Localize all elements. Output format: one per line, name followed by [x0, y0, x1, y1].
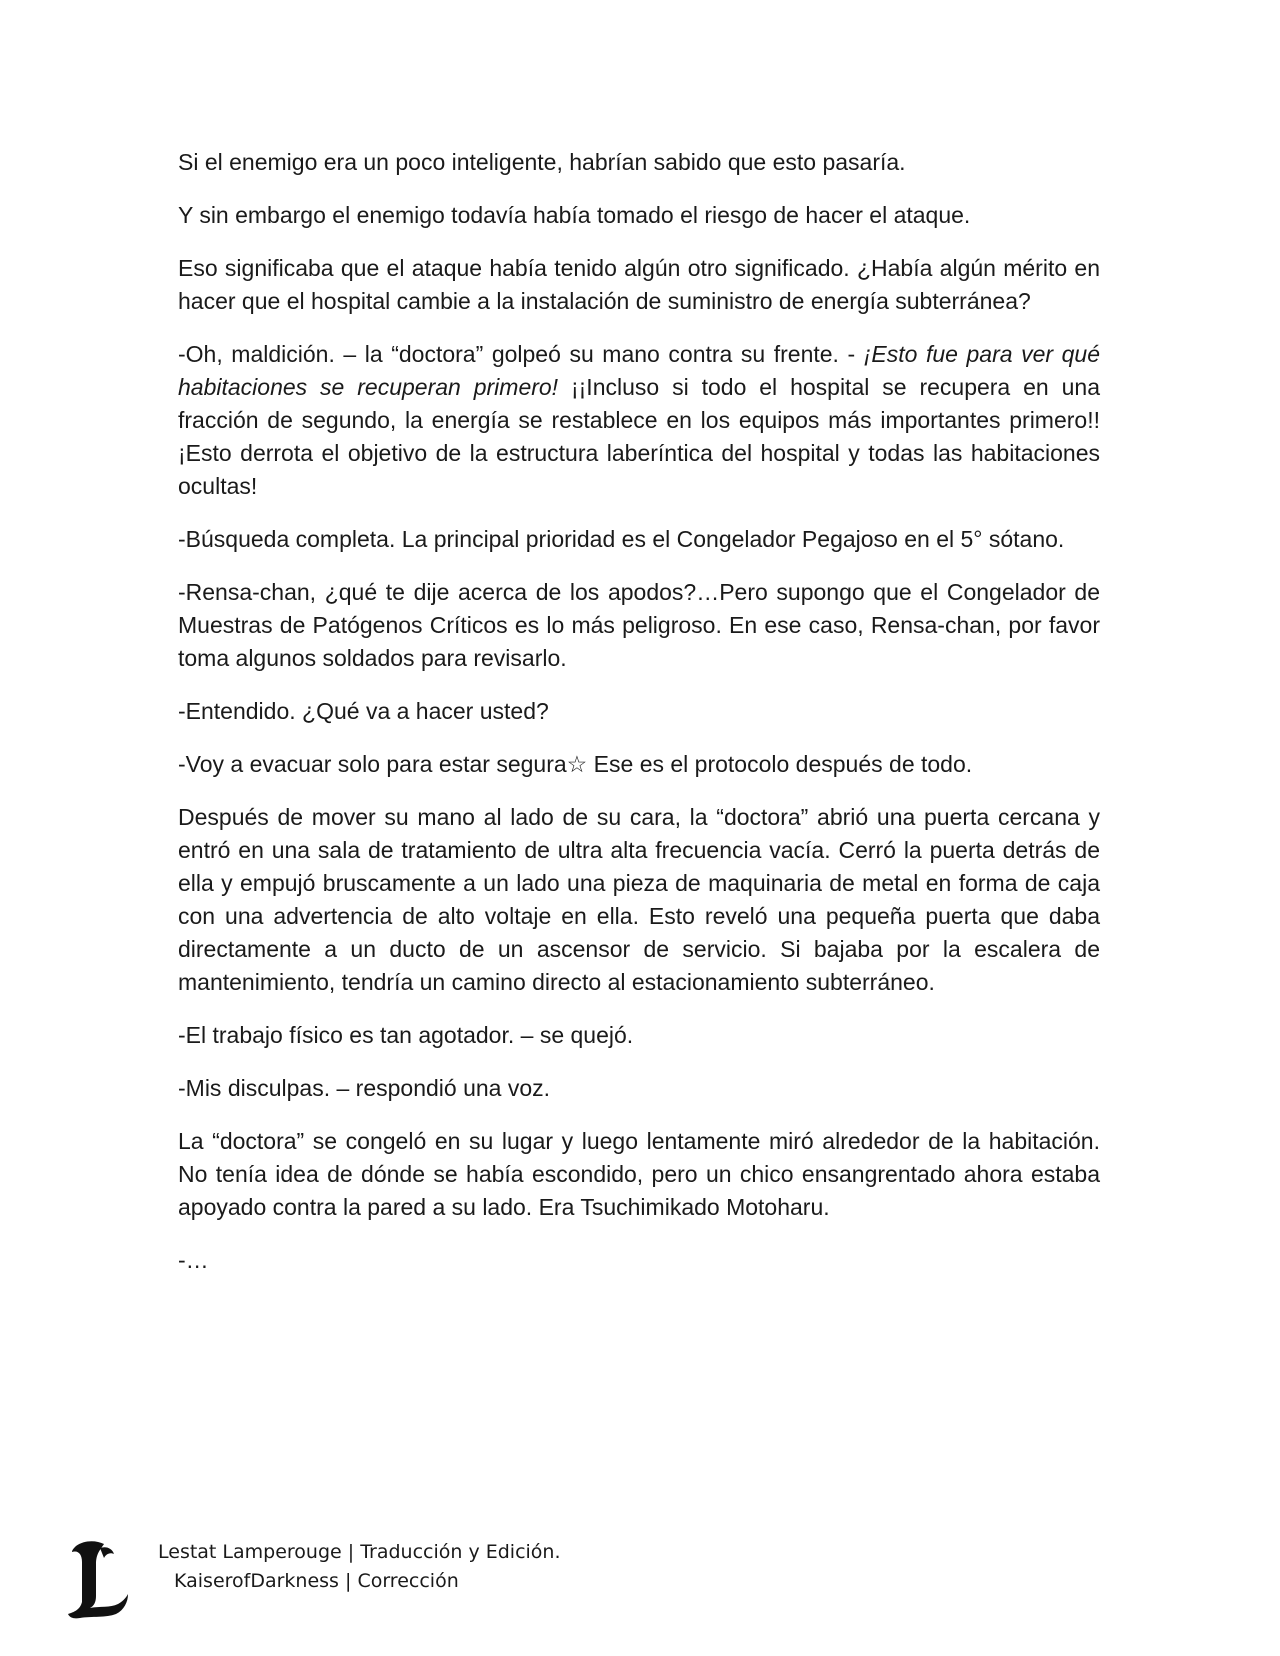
paragraph-9 — [178, 801, 1100, 999]
paragraph-italic-text: ¡Esto fue para ver qué habitaciones se recuperan primero! — [178, 341, 1100, 400]
paragraph-text: -Búsqueda completa. La principal prioridad es el Congelador Pegajoso en el 5° sótano. — [178, 526, 1065, 552]
paragraph-text: Y sin embargo el enemigo todavía había tomado el riesgo de hacer el ataque. — [178, 202, 971, 228]
paragraph-text: ¡¡Incluso si todo el hospital se recupera en una fracción de segundo, la energía se restablece en los equipos más importantes primero!! ¡Esto derrota el objetivo de la estructura laberíntica del hospital y todas las habitaciones ocultas! — [178, 374, 1100, 499]
paragraph-5 — [178, 523, 1100, 556]
paragraph-13 — [178, 1244, 1100, 1277]
document-body — [178, 146, 1100, 1277]
page-footer — [66, 1538, 666, 1638]
paragraph-1 — [178, 146, 1100, 179]
paragraph-7 — [178, 695, 1100, 728]
paragraph-text: -Rensa-chan, ¿qué te dije acerca de los apodos?…Pero supongo que el Congelador de Muestras de Patógenos Críticos es lo más peligroso. En ese caso, Rensa-chan, por favor toma algunos soldados para revisarlo. — [178, 579, 1100, 671]
paragraph-8 — [178, 748, 1100, 781]
paragraph-text: -Entendido. ¿Qué va a hacer usted? — [178, 698, 549, 724]
paragraph-3 — [178, 252, 1100, 318]
paragraph-text: Después de mover su mano al lado de su cara, la “doctora” abrió una puerta cercana y entró en una sala de tratamiento de ultra alta frecuencia vacía. Cerró la puerta detrás de ella y empujó bruscamente a un lado una pieza de maquinaria de metal en forma de caja con una advertencia de alto voltaje en ella. Esto reveló una pequeña puerta que daba directamente a un ducto de un ascensor de servicio. Si bajaba por la escalera de mantenimiento, tendría un camino directo al estacionamiento subterráneo. — [178, 804, 1100, 995]
paragraph-text: -Mis disculpas. – respondió una voz. — [178, 1075, 551, 1101]
paragraph-text: -Oh, maldición. – la “doctora” golpeó su mano contra su frente. - — [178, 341, 864, 367]
paragraph-text: Si el enemigo era un poco inteligente, habrían sabido que esto pasaría. — [178, 149, 906, 175]
paragraph-12 — [178, 1125, 1100, 1224]
footer-credit-correction: KaiserofDarkness | Corrección — [174, 1570, 459, 1592]
paragraph-6 — [178, 576, 1100, 675]
paragraph-10 — [178, 1019, 1100, 1052]
paragraph-2 — [178, 199, 1100, 232]
paragraph-text: La “doctora” se congeló en su lugar y luego lentamente miró alrededor de la habitación. No tenía idea de dónde se había escondido, pero un chico ensangrentado ahora estaba apoyado contra la pared a su lado. Era Tsuchimikado Motoharu. — [178, 1128, 1100, 1220]
gothic-letter-L-icon — [66, 1538, 130, 1620]
paragraph-text: Eso significaba que el ataque había tenido algún otro significado. ¿Había algún mérito en hacer que el hospital cambie a la instalación de suministro de energía subterránea? — [178, 255, 1100, 314]
paragraph-text: -Voy a evacuar solo para estar segura☆ Ese es el protocolo después de todo. — [178, 751, 973, 777]
footer-credit-translation: Lestat Lamperouge | Traducción y Edición. — [158, 1541, 561, 1563]
paragraph-11 — [178, 1072, 1100, 1105]
footer-credits — [158, 1538, 561, 1596]
paragraph-text: -El trabajo físico es tan agotador. – se quejó. — [178, 1022, 634, 1048]
paragraph-text: -… — [178, 1247, 209, 1273]
paragraph-4 — [178, 338, 1100, 503]
